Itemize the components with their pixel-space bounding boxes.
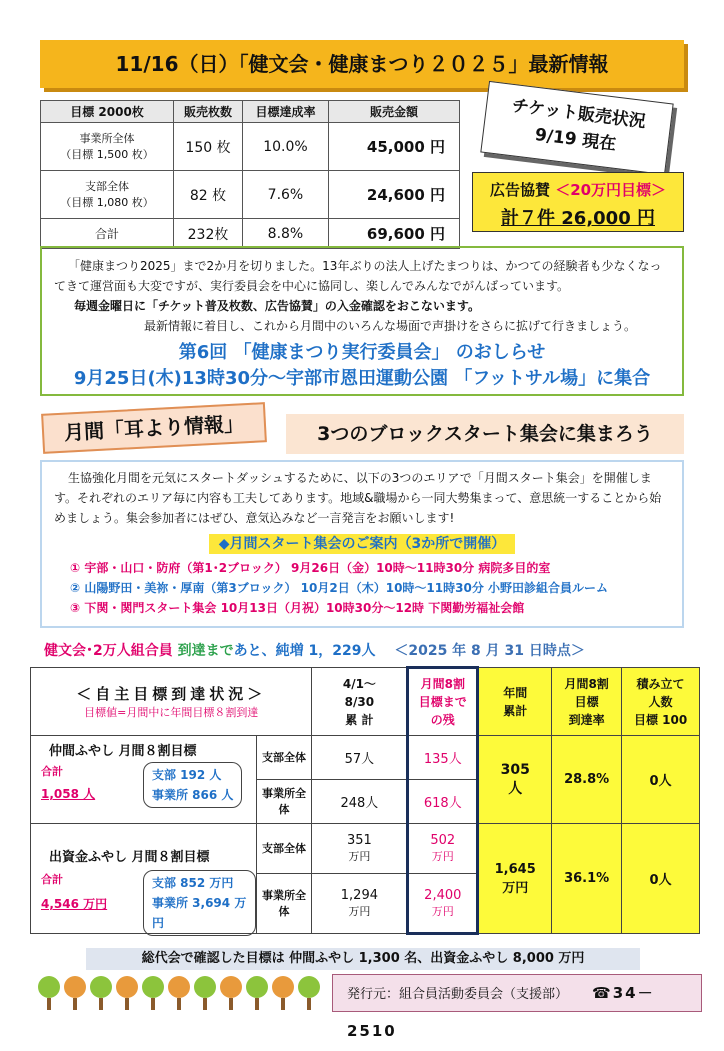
tree-icon [142, 976, 164, 1010]
table-row: 出資金ふやし 月間８割目標 合計 4,546 万円 支部 852 万円 事業所 3,694 万円 支部全体 351 万円 502 万円 1,645 万円 36.1% 0人 [31, 824, 700, 874]
tree-icon [272, 976, 294, 1010]
tree-icon [90, 976, 112, 1010]
tree-icon [194, 976, 216, 1010]
tree-icon [168, 976, 190, 1010]
ad-sponsor-box: 広告協賛 ＜20万円目標＞ 計７件 26,000 円 [472, 172, 684, 232]
list-item: ③ 下関・関門スタート集会 10月13日（月祝）10時30分～12時 下関勤労福祉会館 [70, 601, 525, 615]
tree-icon [246, 976, 268, 1010]
tree-icon [116, 976, 138, 1010]
col-rate: 目標達成率 [243, 101, 329, 123]
list-item: ② 山陽野田・美祢・厚南（第3ブロック） 10月2日（木）10時～11時30分 小野田診組合員ルーム [70, 581, 608, 595]
nakama-category: 仲間ふやし 月間８割目標 合計 1,058 人 支部 192 人 事業所 866 人 [31, 736, 257, 824]
member-status-table: ＜自主目標到達状況＞ 目標値=月間中に年間目標８割到達 4/1～ 8/30 累 計 月間8割 目標まで の残 年間 累計 月間8割 目標 到達率 積み立て 人数 目標 100 仲間ふやし 月間８割目標 合計 1,058 人 支部 192 人 事業所 866 人 支部全体 57人 135人 305 人 28.8% 0人 事業所全体 248人 618人 出資金ふやし 月間８割目標 合計 4,546 万円 支部 852 万円 事業所 3,694 万円 支部全体 351 万円 502 万円 1,645 万円 36.1% 0人 事業所全体 1,294 万円 2,400 万円 [30, 666, 700, 935]
announce-heading: ◆月間スタート集会のご案内（3か所で開催） [209, 534, 516, 554]
phone-number: ☎34－2510 [347, 984, 655, 1040]
col-target: 目標 2000枚 [41, 101, 174, 123]
block-meeting-section: 生協強化月間を元気にスタートダッシュするために、以下の3つのエリアで「月間スタート集会」を開催します。それぞれのエリア毎に内容も工夫してあります。地域&職場から一同大勢集まって、意思統一することから始めましょう。集会参加者にはぜひ、意気込みなど一言発言をお願いします! ◆月間スタート集会のご案内（3か所で開催） ① 宇部・山口・防府（第1･2ブロック） 9月26日（金）10時～11時30分 病院多目的室 ② 山陽野田・美祢・厚南（第3ブロック） 10月2日（木）10時～11時30分 小野田診組合員ルーム ③ 下関・関門スタート集会 10月13日（月祝）10時30分～12時 下関勤労福祉会館 [40, 460, 684, 628]
table-row: 事業所全体 248人 618人 [31, 780, 700, 824]
membership-goal-line: 健文会･2万人組合員 到達まであと、純増 1，229人 ＜2025 年 8 月 31 日時点＞ [44, 643, 585, 659]
table-row: 仲間ふやし 月間８割目標 合計 1,058 人 支部 192 人 事業所 866 人 支部全体 57人 135人 305 人 28.8% 0人 [31, 736, 700, 780]
tree-icon [38, 976, 60, 1010]
tree-icon [64, 976, 86, 1010]
col-amount: 販売金額 [328, 101, 459, 123]
tree-icon [220, 976, 242, 1010]
ticket-sales-table [40, 100, 460, 249]
tree-icon [298, 976, 320, 1010]
general-meeting-goal: 総代会で確認した目標は 仲間ふやし 1,300 名、出資金ふやし 8,000 万円 [86, 948, 640, 970]
festival-notice: 「健康まつり2025」まで2か月を切りました。13年ぶりの法人上げたまつりは、かつての経験者も少なくなってきて運営面も大変ですが、実行委員会を中心に協同し、楽しんでみんなでがんばっています。 毎週金曜日に「チケット普及枚数、広告協賛」の入金確認をおこないます。 最新情報に着目し、これから月間中のいろんな場面で声掛けをさらに拡げて行きましょう。 第6回 「健康まつり実行委員会」 のおしらせ 9月25日(木)13時30分～宇部市恩田運動公園 「フットサル場」に集合 [40, 246, 684, 396]
table-row: 事業所全体 （目標 1,500 枚） 150 枚 10.0% 45,000 円 [41, 123, 460, 171]
page-title-banner: 11/16（日）「健文会・健康まつり２０２５」最新情報 [40, 40, 684, 88]
ticket-status-box: チケット販売状況 9/19 現在 [480, 81, 673, 175]
table-row: 事業所全体 1,294 万円 2,400 万円 [31, 874, 700, 934]
col-sold: 販売枚数 [174, 101, 243, 123]
shusshi-category: 出資金ふやし 月間８割目標 合計 4,546 万円 支部 852 万円 事業所 3,694 万円 [31, 824, 257, 934]
publisher-footer: 発行元：組合員活動委員会（支援部） ☎34－2510 [332, 974, 702, 1012]
table-row: 支部全体 （目標 1,080 枚） 82 枚 7.6% 24,600 円 [41, 171, 460, 219]
table-row: 合計 232枚 8.8% 69,600 円 [41, 219, 460, 249]
mimi-info-label: 月間「耳より情報」 [41, 402, 267, 454]
block-meeting-heading: 3つのブロックスタート集会に集まろう [286, 414, 684, 454]
list-item: ① 宇部・山口・防府（第1･2ブロック） 9月26日（金）10時～11時30分 病院多目的室 [70, 561, 551, 575]
